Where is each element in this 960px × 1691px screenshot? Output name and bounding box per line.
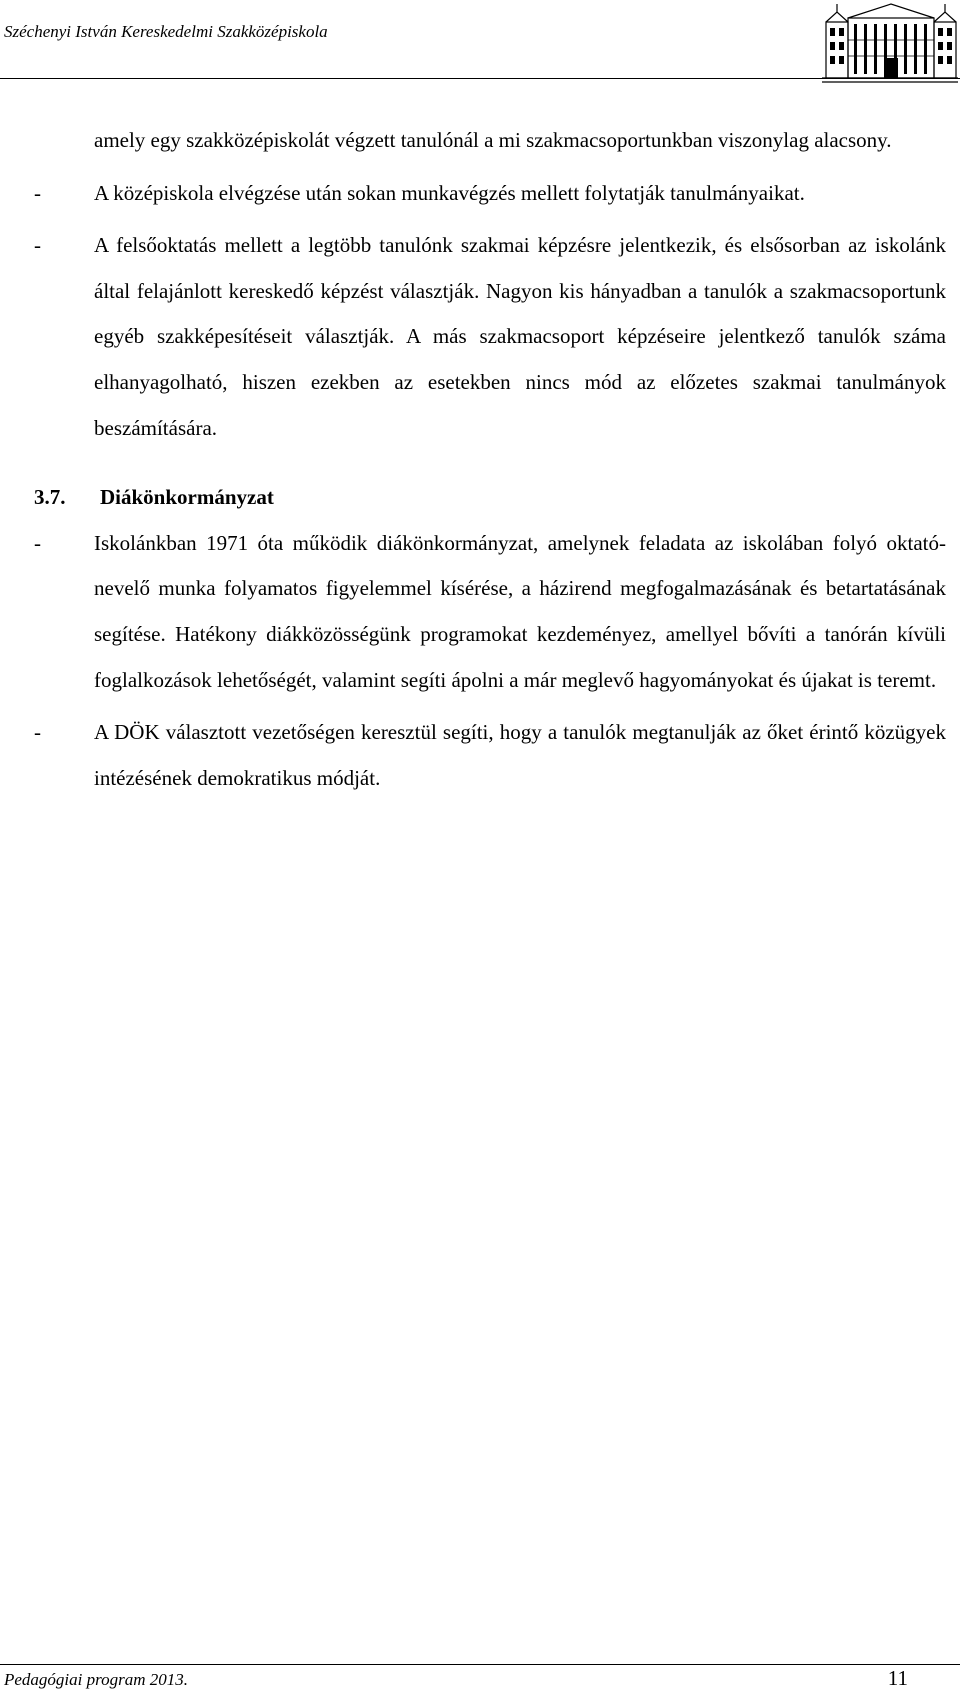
intro-continuation: amely egy szakközépiskolát végzett tanulónál a mi szakmacsoportunkban viszonylag alacsony. bbox=[94, 128, 892, 152]
header-divider bbox=[0, 78, 960, 79]
list-item bbox=[34, 171, 946, 217]
list-item bbox=[34, 223, 946, 451]
page-header bbox=[0, 0, 960, 90]
section-title: Diákönkormányzat bbox=[100, 485, 274, 510]
list-item-text: A felsőoktatás mellett a legtöbb tanulónk szakmai képzésre jelentkezik, és elsősorban az iskolánk által felajánlott kereskedő képzést választják. Nagyon kis hányadban a tanulók a szakmacsoportunk egyéb szakképesítéseit választják. A más szakmacsoport képzéseire jelentkező tanulók száma elhanyagolható, hiszen ezekben az esetekben nincs mód az előzetes szakmai tanulmányok beszámítására. bbox=[94, 233, 946, 440]
bullet-dash: - bbox=[34, 233, 41, 258]
list-item-text: A középiskola elvégzése után sokan munkavégzés mellett folytatják tanulmányaikat. bbox=[94, 180, 805, 205]
section-heading bbox=[34, 475, 946, 521]
list-item-text: Iskolánkban 1971 óta működik diákönkormányzat, amelynek feladata az iskolában folyó oktató-nevelő munka folyamatos figyelemmel kísérése, a házirend megfogalmazásának és betartatásának segítése. Hatékony diákközösségünk programokat kezdeményez, amellyel bővíti a tanórán kívüli foglalkozások lehetőségét, valamint segíti ápolni a már meglevő hagyományokat és újakat is teremt. bbox=[94, 530, 946, 692]
list-item-text: A DÖK választott vezetőségen keresztül segíti, hogy a tanulók megtanulják az őket érintő közügyek intézésének demokratikus módját. bbox=[94, 720, 946, 790]
section-number: 3.7. bbox=[34, 485, 66, 510]
bullet-dash: - bbox=[34, 180, 41, 205]
footer-document-title: Pedagógiai program 2013. bbox=[4, 1670, 189, 1689]
list-item bbox=[34, 710, 946, 801]
document-body bbox=[34, 118, 946, 801]
school-building-logo bbox=[822, 0, 958, 84]
bullet-dash: - bbox=[34, 720, 41, 745]
list-item bbox=[34, 521, 946, 703]
page-footer bbox=[0, 1664, 960, 1688]
header-school-name: Széchenyi István Kereskedelmi Szakközépiskola bbox=[4, 22, 328, 41]
page-number: 11 bbox=[887, 1666, 908, 1690]
footer-divider bbox=[0, 1664, 960, 1665]
bullet-dash: - bbox=[34, 530, 41, 555]
